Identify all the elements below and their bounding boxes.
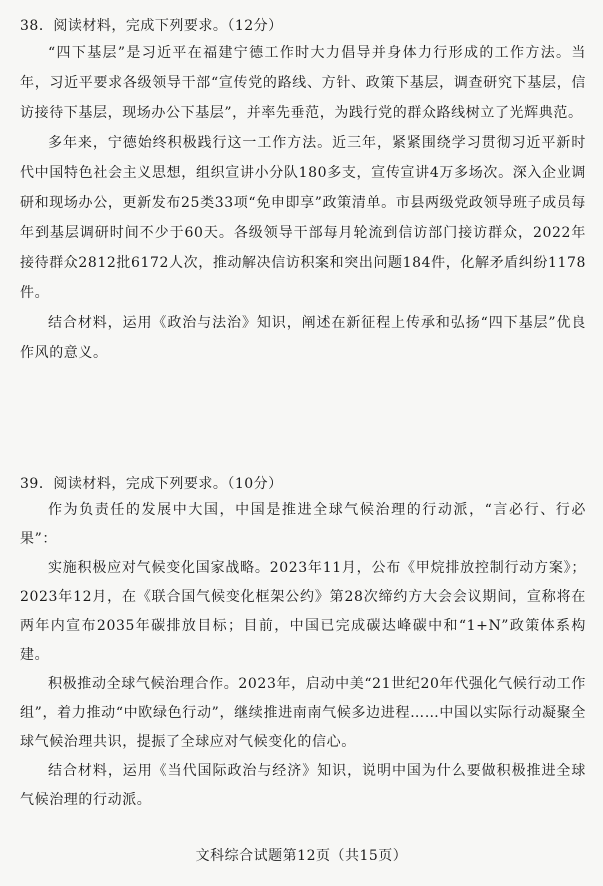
question-38-prompt: 结合材料，运用《政治与法治》知识，阐述在新征程上传承和弘扬“四下基层”优良作风的意义。 xyxy=(20,315,586,361)
question-39-material-2: 实施积极应对气候变化国家战略。2023年11月，公布《甲烷排放控制行动方案》；2023年12月，在《联合国气候变化框架公约》第28次缔约方大会会议期间，宣称将在两年内宣布2035年碳排放目标；目前，中国已完成碳达峰碳中和“1+N”政策体系构建。 xyxy=(20,560,586,663)
question-38-material-1: “四下基层”是习近平在福建宁德工作时大力倡导并身体力行形成的工作方法。当年，习近平要求各级领导干部“宣传党的路线、方针、政策下基层，调查研究下基层，信访接待下基层，现场办公下基层”，并率先垂范，为践行党的群众路线树立了光辉典范。 xyxy=(20,45,586,121)
question-39-material-3: 积极推动全球气候治理合作。2023年，启动中美“21世纪20年代强化气候行动工作组”，着力推动“中欧绿色行动”，继续推进南南气候多边进程……中国以实际行动凝聚全球气候治理共识，提振了全球应对气候变化的信心。 xyxy=(20,676,586,750)
question-38 xyxy=(20,14,586,368)
question-38-material-2: 多年来，宁德始终积极践行这一工作方法。近三年，紧紧围绕学习贯彻习近平新时代中国特色社会主义思想，组织宣讲小分队180多支，宣传宣讲4万多场次。深入企业调研和现场办公，更新发布25类33项“免申即享”政策清单。市县两级党政领导班子成员每年到基层调研时间不少于60天。各级领导干部每月轮流到信访部门接访群众，2022年接待群众2812批6172人次，推动解决信访积案和突出问题184件，化解矛盾纠纷1178件。 xyxy=(20,135,587,301)
question-38-heading: 38．阅读材料，完成下列要求。（12分） xyxy=(20,18,283,34)
question-39-prompt: 结合材料，运用《当代国际政治与经济》知识，说明中国为什么要做积极推进全球气候治理的行动派。 xyxy=(20,763,586,808)
question-39-material-1: 作为负责任的发展中大国，中国是推进全球气候治理的行动派，“言必行、行必果”： xyxy=(20,502,586,547)
question-39 xyxy=(20,472,586,815)
question-39-heading: 39．阅读材料，完成下列要求。（10分） xyxy=(20,476,283,492)
page-footer: 文科综合试题第12页（共15页） xyxy=(195,848,408,864)
